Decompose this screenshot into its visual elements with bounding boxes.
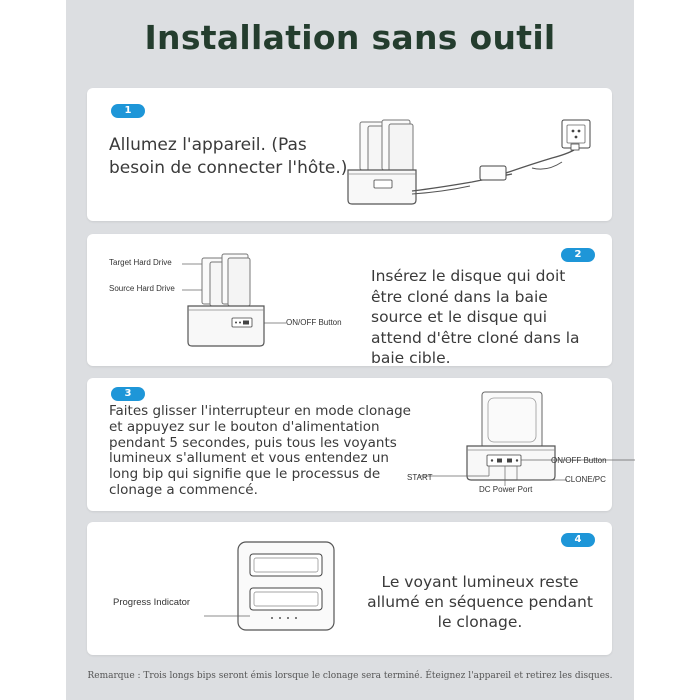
step-1-line-2: besoin de connecter l'hôte.) xyxy=(109,158,348,178)
dock-with-drives-illustration xyxy=(182,250,292,360)
step-4-line-2: allumé en séquence pendant xyxy=(367,593,593,611)
remark-note: Remarque : Trois longs bips seront émis lorsque le clonage sera terminé. Éteignez l'appareil et retirez les disques. xyxy=(87,671,613,681)
step-2-text xyxy=(371,266,580,369)
step-2-line-2: être cloné dans la baie xyxy=(371,287,548,306)
step-2-line-3: source et le disque qui xyxy=(371,308,548,326)
step-2-line-4: attend d'être cloné dans la xyxy=(371,328,580,347)
step-badge-1: 1 xyxy=(111,104,145,118)
source-hard-drive-label: Source Hard Drive xyxy=(109,284,175,293)
step-1-line-1: Allumez l'appareil. (Pas xyxy=(109,135,307,155)
step-4-line-3: le clonage. xyxy=(437,613,523,631)
step-4-text xyxy=(349,572,611,632)
step-3-line-5: long bip qui signifie que le processus de xyxy=(109,466,381,483)
dock-top-view-illustration xyxy=(232,540,342,636)
step-3-line-4: lumineux s'allument et vous entendez un xyxy=(109,450,389,467)
step-badge-4: 4 xyxy=(561,533,595,547)
step-1-text xyxy=(109,134,347,180)
step-card-3 xyxy=(87,378,612,511)
target-hard-drive-label: Target Hard Drive xyxy=(109,258,172,267)
step-3-line-6: clonage a commencé. xyxy=(109,481,258,498)
dock-station-illustration xyxy=(342,116,602,211)
step-3-text xyxy=(109,404,411,499)
step-3-line-1: Faites glisser l'interrupteur en mode clonage xyxy=(109,403,411,419)
onoff-button-label-3: ON/OFF Button xyxy=(551,456,607,465)
start-label: START xyxy=(407,473,433,482)
step-2-line-1: Insérez le disque qui doit xyxy=(371,267,566,285)
dc-power-port-label: DC Power Port xyxy=(479,485,533,494)
step-card-4 xyxy=(87,522,612,655)
step-4-line-1: Le voyant lumineux reste xyxy=(381,573,579,591)
step-2-line-5: baie cible. xyxy=(371,349,451,367)
step-badge-3: 3 xyxy=(111,387,145,401)
step-3-line-3: pendant 5 secondes, puis tous les voyants xyxy=(109,434,397,451)
step-card-1 xyxy=(87,88,612,221)
step-card-2 xyxy=(87,234,612,366)
step-badge-2: 2 xyxy=(561,248,595,262)
page-title: Installation sans outil xyxy=(144,18,556,57)
clone-pc-label: CLONE/PC xyxy=(565,475,606,484)
progress-indicator-label: Progress Indicator xyxy=(113,597,191,608)
onoff-button-label: ON/OFF Button xyxy=(286,318,342,327)
step-3-line-2: et appuyez sur le bouton d'alimentation xyxy=(109,418,380,435)
